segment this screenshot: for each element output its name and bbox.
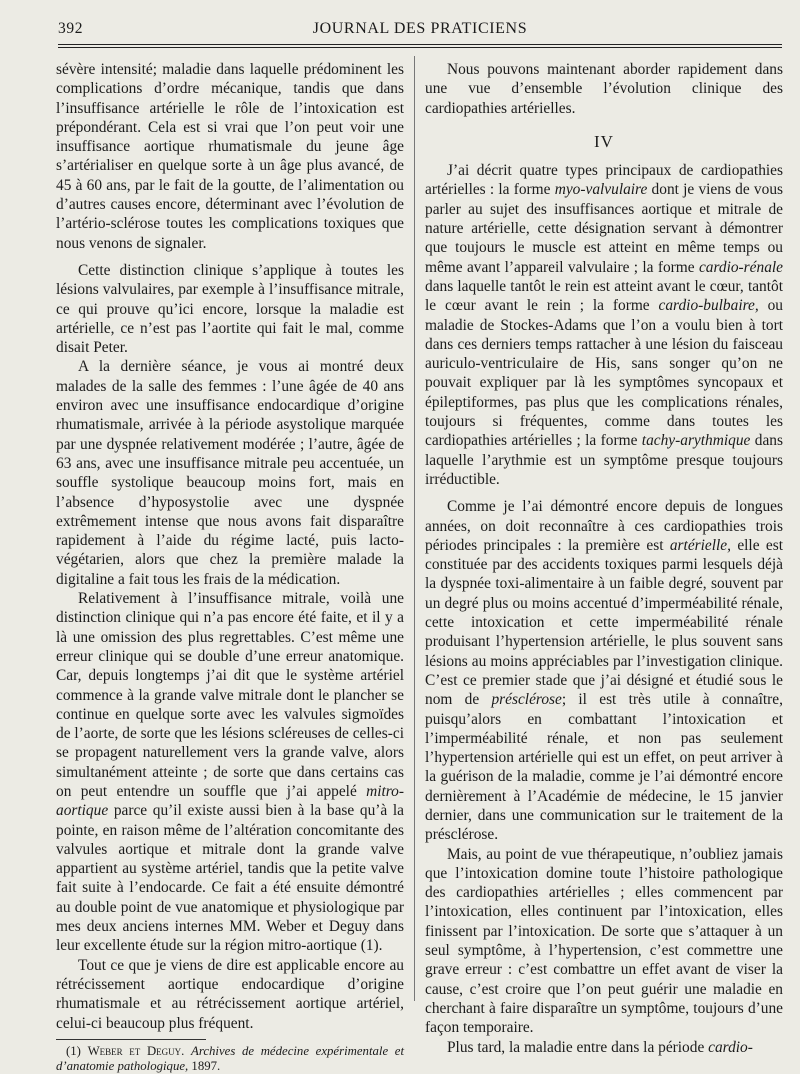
right-paragraph-4: Mais, au point de vue thérapeutique, n’oubliez jamais que l’intoxication domine toute l’histoire pathologique des cardiopathies artérielles ; elles commencent par l’intoxication, elles continuent par l’intoxication, elles finissent par l’intoxication. De sorte que s’attaquer à un seul symptôme, à l’hypertension, c’est commettre une grave erreur : c’est combattre un effet avant de viser la cause, c’est croire que l’on peut guérir une maladie en cherchant à faire disparaître un symptôme, toujours d’une façon temporaire. bbox=[425, 845, 783, 1037]
right-p5-text: Plus tard, la maladie entre dans la période bbox=[447, 1038, 705, 1056]
header-rule-bottom bbox=[58, 47, 782, 48]
left-p4-text-a: Relativement à l’insuffisance mitrale, voilà une distinction clinique qui n’a pas encore été faite, et il y a là une omission des plus regrettables. C’est même une erreur clinique qui se double d’une erreur anatomique. Car, depuis longtemps j’ai dit que le système artériel commence à la grande valve mitrale dont le plancher se continue en quelque sorte avec les valvules sigmoïdes de l’aorte, de sorte que les lésions scléreuses de celles-ci se propagent naturellement vers la grande valve, alors simultanément atteinte ; de sorte que dans certains cas on peut entendre un souffle que j’ai appelé bbox=[56, 590, 404, 800]
right-p2-text-b: dont je viens de vous parler au sujet des insuffisances aortique et mitrale de nature artérielle, cette désignation servant à démontrer que toujours le muscle est atteint en même temps ou même avant l’appareil valvulaire ; la forme bbox=[425, 181, 784, 276]
right-p2-text-a: J’ai décrit quatre types principaux de cardiopathies artérielles : la forme bbox=[425, 162, 783, 199]
footnote-rule bbox=[56, 1039, 206, 1040]
header-rule-top bbox=[58, 44, 782, 45]
page-number: 392 bbox=[58, 20, 84, 37]
right-p2-text-e: dans laquelle l’arythmie est un symptôme presque toujours irréductible. bbox=[425, 432, 783, 488]
journal-title: JOURNAL DES PRATICIENS bbox=[312, 20, 528, 37]
right-paragraph-3 bbox=[425, 497, 783, 844]
right-paragraph-5 bbox=[425, 1038, 783, 1057]
left-p4-italic-term: mitro-aortique bbox=[56, 782, 404, 820]
page-header bbox=[58, 20, 782, 42]
left-column bbox=[56, 60, 404, 1074]
footnote-marker: (1) bbox=[66, 1043, 81, 1058]
left-paragraph-1: sévère intensité; maladie dans laquelle prédominent les complications d’ordre mécanique, tandis que dans l’insuffisance artérielle le rôle de l’intoxication est prépondérant. Cela est si vrai que l’on peut voir une insuffisance aortique rhumatismale du jeune âge s’artérialiser en quelque sorte à un âge plus avancé, de 45 à 60 ans, par le fait de la goutte, de l’alimentation ou d’autres causes encore, déterminant avec l’évolution de l’artério-sclérose toutes les complications toxiques que nous venons de signaler. bbox=[56, 61, 404, 252]
left-paragraph-3: A la dernière séance, je vous ai montré deux malades de la salle des femmes : l’une âgée de 40 ans environ avec une insuffisance endocardique d’origine rhumatismale, arrivée à la période asystolique marquée par une dyspnée relativement modérée ; l’autre, âgée de 63 ans, avec une insuffisance mitrale peu accentuée, un souffle systolique beaucoup moins fort, mais en l’absence d’hyposystolie avec une dyspnée extrêmement intense que nous avons fait disparaître rapidement à l’aide du régime lacté, puis lacto-végétarien, alors que chez la première malade la digitaline a fait tous les frais de la médication. bbox=[56, 358, 404, 588]
right-p3-italic-1: artérielle, bbox=[669, 536, 731, 554]
left-paragraph-5: Tout ce que je viens de dire est applicable encore au rétrécissement aortique endocardique d’origine rhumatismale et au rétrécissement aortique artériel, celui-ci beaucoup plus fréquent. bbox=[56, 956, 404, 1032]
right-p2-italic-1: myo-valvulaire bbox=[554, 181, 648, 199]
right-p2-italic-3: cardio-bulbaire, bbox=[658, 297, 759, 315]
left-paragraph-2: Cette distinction clinique s’applique à toutes les lésions valvulaires, par exemple à l’insuffisance mitrale, ce qui prouve qu’ici encore, lorsque la maladie est artérielle, ce n’est pas l’aortite qui fait le mal, comme disait Peter. bbox=[56, 261, 404, 357]
right-paragraph-1: Nous pouvons maintenant aborder rapidement dans une vue d’ensemble l’évolution clinique des cardiopathies artérielles. bbox=[425, 61, 783, 117]
right-p2-text-c: dans laquelle tantôt le rein est atteint avant le cœur, tantôt le cœur avant le rein ; la forme bbox=[425, 277, 783, 315]
footnote-authors: Weber et Deguy. bbox=[87, 1043, 185, 1058]
section-heading: IV bbox=[594, 131, 614, 151]
right-paragraph-2 bbox=[425, 161, 783, 489]
right-p2-italic-4: tachy-arythmique bbox=[641, 432, 751, 450]
left-p4-text-b: parce qu’il existe aussi bien à la base qu’à la pointe, en raison même de l’altération concomitante des valvules aortique et mitrale dont la grande valve appartient au système artériel, tandis que la petite valve fait suite à l’endocarde. Ce fait a été ensuite démontré au double point de vue anatomique et physiologique par mes deux anciens internes MM. Weber et Deguy dans leur excellente étude sur la région mitro-aortique (1). bbox=[56, 802, 404, 955]
right-p2-text-d: ou maladie de Stockes-Adams que l’on a voulu bien à tort dans ces derniers temps rattacher à une lésion du faisceau auriculo-ventriculaire de His, sans songer qu’on ne pouvait expliquer par là les symptômes syncopaux et épileptiformes, pas plus que les complications rénales, toujours si fréquentes, comme dans toutes les cardiopathies artérielles ; la forme bbox=[425, 297, 783, 450]
right-p3-text-a: Comme je l’ai démontré encore depuis de longues années, on doit reconnaître à ces cardiopathies trois périodes principales : la première est bbox=[425, 498, 783, 554]
right-p2-italic-2: cardio-rénale bbox=[698, 258, 783, 276]
left-paragraph-4 bbox=[56, 589, 404, 956]
column-divider bbox=[414, 56, 415, 1001]
right-p3-text-c: ; il est très utile à connaître, puisqu’alors en combattant l’intoxication et l’imperméabilité rénale, et non pas seulement l’hypertension artérielle qui est un effet, on peut arriver à la guérison de la maladie, comme je l’ai démontré encore dernièrement à l’Académie de médecine, le 15 janvier dernier, dans une communication sur le traitement de la présclérose. bbox=[425, 691, 783, 844]
right-column bbox=[425, 60, 783, 1057]
footnote bbox=[56, 1044, 404, 1074]
right-p3-text-b: elle est constituée par des accidents toxiques parmi lesquels déjà la dyspnée toxi-alimentaire à un faible degré, souvent par un degré plus ou moins accentué d’imperméabilité rénale, cette intoxication et cette imperméabilité rénale produisant l’hypertension artérielle, le plus souvent sans lésions au moins appréciables par l’investigation clinique. C’est ce premier stade que j’ai désigné et étudié sous le nom de bbox=[425, 536, 783, 709]
footnote-work: Archives de médecine expérimentale et d’anatomie pathologique, bbox=[56, 1043, 405, 1073]
footnote-year: 1897. bbox=[191, 1058, 221, 1073]
right-p3-italic-2: présclérose bbox=[491, 691, 562, 709]
right-p5-italic: cardio- bbox=[708, 1038, 753, 1056]
